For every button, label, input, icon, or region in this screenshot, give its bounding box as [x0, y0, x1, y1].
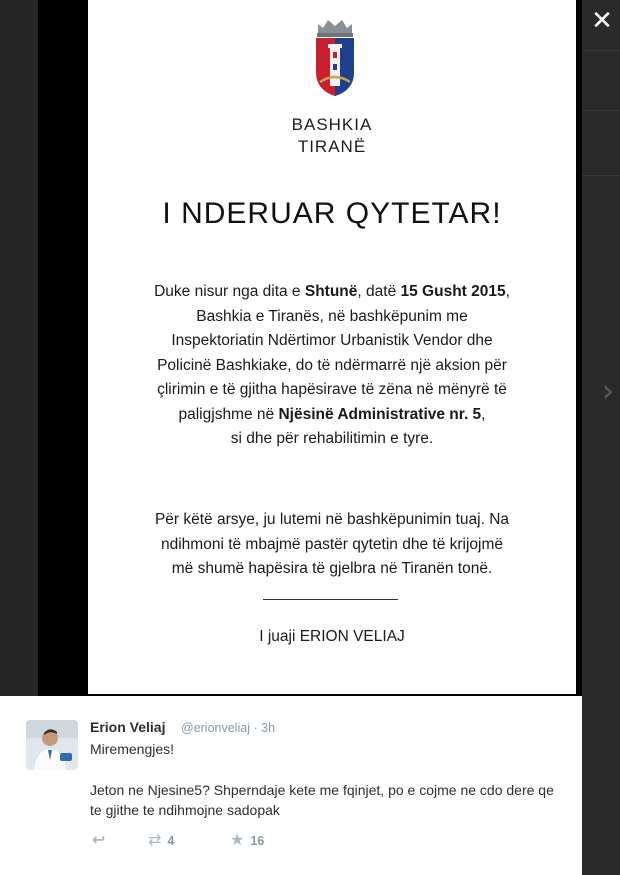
tweet-text-line1: Miremengjes!: [90, 741, 175, 757]
reply-icon: ↩: [92, 830, 106, 849]
tweet-meta-separator: ·: [253, 721, 258, 735]
announcement-poster: [88, 0, 576, 694]
tweet-author-handle[interactable]: @erionveliaj: [181, 721, 250, 735]
poster-paragraph-2: Për këtë arsye, ju lutemi në bashkëpunimin tuaj. Na ndihmoni të mbajmë pastër qytetin dhe të krijojmë më shumë hapësira të gjelbra në Tiranën tonë.: [154, 511, 510, 577]
tweet-text-line2: Jeton ne Njesine5? Shperndaje kete me fqinjet, po e cojme ne cdo dere qe te gjithe te ndihmojne sadopak: [90, 782, 554, 818]
backdrop-right: [582, 0, 620, 875]
poster-signoff: I juaji ERION VELIAJ: [259, 628, 405, 645]
star-icon: ★: [230, 830, 245, 849]
tirana-crest-icon: [310, 16, 360, 100]
favorite-count: 16: [250, 834, 265, 848]
poster-brand-line1: BASHKIA: [291, 115, 373, 134]
tweet-card: [0, 696, 582, 875]
retweet-icon: ⇄: [148, 830, 162, 849]
tweet-timestamp[interactable]: 3h: [261, 721, 276, 735]
avatar-photo-icon: [26, 720, 78, 770]
next-media-chevron-icon[interactable]: ›: [602, 374, 614, 409]
poster-headline: I NDERUAR QYTETAR!: [162, 197, 502, 230]
poster-brand-line2: TIRANË: [297, 137, 367, 156]
avatar[interactable]: [26, 720, 78, 770]
poster-divider: [263, 599, 398, 600]
favorite-button[interactable]: [230, 830, 264, 850]
reply-button[interactable]: [92, 830, 105, 850]
tweet-author-meta: [181, 721, 275, 735]
media-viewer: [38, 0, 582, 696]
retweet-button[interactable]: [148, 830, 174, 850]
close-lightbox-button[interactable]: ✕: [591, 6, 613, 36]
retweet-count: 4: [167, 834, 175, 848]
tweet-author-name[interactable]: Erion Veliaj: [90, 719, 166, 735]
poster-paragraph-1: Duke nisur nga dita e Shtunë, datë 15 Gusht 2015, Bashkia e Tiranës, në bashkëpunim me Inspektoriatin Ndërtimor Urbanistik Vendor dhe Policinë Bashkiake, do të ndërmarrë një aksion për çlirimin e të gjitha hapësirave të zëna në mënyrë të paligjshme në Njësinë Administrative nr. 5, si dhe për rehabilitimin e tyre.: [154, 283, 510, 447]
